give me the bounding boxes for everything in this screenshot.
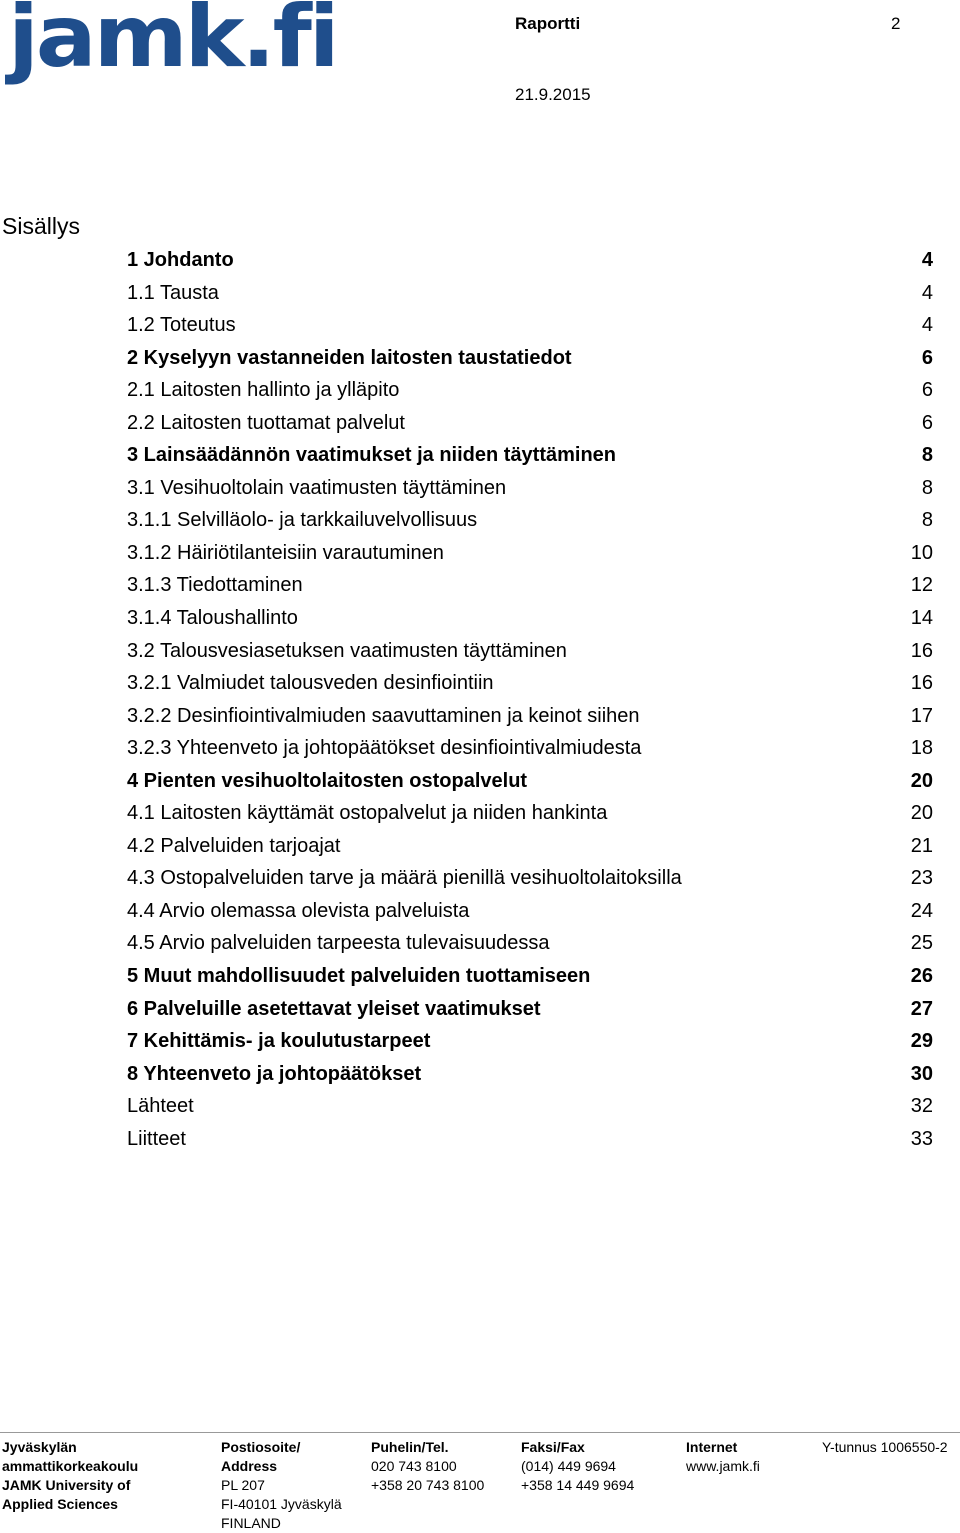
footer-address-label-en: Address <box>221 1458 278 1474</box>
toc-entry[interactable] <box>127 635 933 668</box>
toc-entry[interactable] <box>127 602 933 635</box>
table-of-contents <box>127 244 933 1155</box>
footer-address <box>221 1438 342 1533</box>
footer-website-link[interactable]: www.jamk.fi <box>686 1458 760 1474</box>
toc-entry-page: 20 <box>910 769 933 792</box>
toc-entry[interactable] <box>127 569 933 602</box>
toc-entry[interactable] <box>127 342 933 375</box>
toc-entry-label: 4.5 Arvio palveluiden tarpeesta tulevaisuudessa <box>127 932 550 955</box>
toc-entry-label: 3.1.2 Häiriötilanteisiin varautuminen <box>127 541 444 564</box>
toc-entry-label: Liitteet <box>127 1127 186 1150</box>
footer-phone-number: +358 20 743 8100 <box>371 1477 485 1493</box>
footer-org-line: Jyväskylän <box>2 1439 77 1455</box>
toc-entry[interactable] <box>127 244 933 277</box>
toc-entry-label: 6 Palveluille asetettavat yleiset vaatimukset <box>127 997 541 1020</box>
toc-entry[interactable] <box>127 862 933 895</box>
toc-entry[interactable] <box>127 927 933 960</box>
toc-entry-page: 4 <box>921 249 933 271</box>
footer-org <box>2 1438 138 1514</box>
toc-entry-label: 4.2 Palveluiden tarjoajat <box>127 834 341 857</box>
footer-fax-number: +358 14 449 9694 <box>521 1477 635 1493</box>
toc-entry-page: 12 <box>910 574 933 597</box>
toc-entry[interactable] <box>127 732 933 765</box>
footer-address-line: FI-40101 Jyväskylä <box>221 1496 342 1512</box>
toc-entry[interactable] <box>127 374 933 407</box>
footer-divider <box>0 1432 960 1433</box>
toc-entry[interactable] <box>127 993 933 1026</box>
toc-entry[interactable] <box>127 1025 933 1058</box>
footer-phone <box>371 1438 484 1495</box>
footer-fax-label: Faksi/Fax <box>521 1439 585 1455</box>
toc-entry-label: 2 Kyselyyn vastanneiden laitosten taustatiedot <box>127 346 572 369</box>
toc-entry[interactable] <box>127 1090 933 1123</box>
toc-entry[interactable] <box>127 439 933 472</box>
toc-entry-page: 32 <box>910 1095 933 1118</box>
toc-entry[interactable] <box>127 960 933 993</box>
jamk-logo: jamk.fi <box>8 0 337 87</box>
toc-heading: Sisällys <box>2 213 80 239</box>
footer-fax-number: (014) 449 9694 <box>521 1458 616 1474</box>
toc-entry[interactable] <box>127 309 933 342</box>
toc-entry-label: 1 Johdanto <box>127 249 234 271</box>
toc-entry-label: 3 Lainsäädännön vaatimukset ja niiden täyttäminen <box>127 444 617 467</box>
toc-entry-label: 8 Yhteenveto ja johtopäätökset <box>127 1062 422 1085</box>
footer-address-label: Postiosoite/ <box>221 1439 301 1455</box>
toc-entry[interactable] <box>127 797 933 830</box>
footer-internet-label: Internet <box>686 1439 738 1455</box>
toc-entry-page: 27 <box>910 997 933 1020</box>
toc-entry-page: 6 <box>921 346 933 369</box>
toc-entry-page: 8 <box>921 444 933 467</box>
toc-entry-label: 1.2 Toteutus <box>127 314 236 337</box>
toc-entry-page: 18 <box>910 737 933 760</box>
toc-entry-label: 4.1 Laitosten käyttämät ostopalvelut ja niiden hankinta <box>127 802 608 825</box>
toc-entry-label: 3.2 Talousvesiasetuksen vaatimusten täyttäminen <box>127 639 567 662</box>
footer-fax <box>521 1438 634 1495</box>
toc-entry[interactable] <box>127 765 933 798</box>
toc-entry-page: 25 <box>910 932 933 955</box>
toc-entry-page: 6 <box>921 411 933 434</box>
footer-business-id <box>822 1438 948 1457</box>
toc-entry-page: 10 <box>910 541 933 564</box>
footer-address-line: FINLAND <box>221 1515 281 1531</box>
footer-org-line: Applied Sciences <box>2 1496 118 1512</box>
toc-entry-label: 4.3 Ostopalveluiden tarve ja määrä pienillä vesihuoltolaitoksilla <box>127 867 682 890</box>
toc-entry[interactable] <box>127 472 933 505</box>
toc-entry[interactable] <box>127 830 933 863</box>
toc-entry[interactable] <box>127 277 933 310</box>
footer-internet <box>686 1438 760 1476</box>
toc-entry-label: 2.1 Laitosten hallinto ja ylläpito <box>127 379 400 402</box>
toc-entry-label: 2.2 Laitosten tuottamat palvelut <box>127 411 405 434</box>
footer-business-id-text: Y-tunnus 1006550-2 <box>822 1439 948 1455</box>
page-number: 2 <box>891 14 901 33</box>
toc-entry-label: Lähteet <box>127 1095 194 1118</box>
toc-entry-page: 30 <box>910 1062 933 1085</box>
toc-entry-label: 3.2.1 Valmiudet talousveden desinfiointiin <box>127 672 494 695</box>
toc-entry-page: 33 <box>910 1127 933 1150</box>
toc-entry-page: 8 <box>921 476 933 499</box>
footer-phone-number: 020 743 8100 <box>371 1458 457 1474</box>
toc-entry-label: 3.2.2 Desinfiointivalmiuden saavuttaminen ja keinot siihen <box>127 704 640 727</box>
toc-entry[interactable] <box>127 895 933 928</box>
toc-entry-label: 7 Kehittämis- ja koulutustarpeet <box>127 1030 431 1053</box>
toc-entry-page: 23 <box>910 867 933 890</box>
toc-entry-page: 8 <box>921 509 933 532</box>
toc-entry-label: 5 Muut mahdollisuudet palveluiden tuottamiseen <box>127 965 591 988</box>
toc-entry-label: 4 Pienten vesihuoltolaitosten ostopalvelut <box>127 769 528 792</box>
toc-entry[interactable] <box>127 1058 933 1091</box>
toc-entry[interactable] <box>127 537 933 570</box>
toc-entry-label: 3.1.1 Selvilläolo- ja tarkkailuvelvollisuus <box>127 509 478 532</box>
toc-entry-page: 20 <box>910 802 933 825</box>
footer-org-line: JAMK University of <box>2 1477 131 1493</box>
toc-entry-label: 3.1.4 Taloushallinto <box>127 607 298 630</box>
footer-address-line: PL 207 <box>221 1477 265 1493</box>
toc-entry[interactable] <box>127 667 933 700</box>
toc-entry-label: 4.4 Arvio olemassa olevista palveluista <box>127 899 470 922</box>
toc-entry-label: 3.1.3 Tiedottaminen <box>127 574 303 597</box>
toc-entry[interactable] <box>127 407 933 440</box>
toc-entry-page: 4 <box>921 314 933 337</box>
toc-entry-label: 3.2.3 Yhteenveto ja johtopäätökset desinfiointivalmiudesta <box>127 737 642 760</box>
toc-entry-label: 1.1 Tausta <box>127 281 219 304</box>
toc-entry-page: 4 <box>921 281 933 304</box>
report-date: 21.9.2015 <box>515 85 591 104</box>
footer-phone-label: Puhelin/Tel. <box>371 1439 449 1455</box>
toc-entry-page: 14 <box>910 607 933 630</box>
toc-entry-page: 24 <box>910 899 933 922</box>
toc-entry-page: 21 <box>910 834 933 857</box>
footer-org-line: ammattikorkeakoulu <box>2 1458 139 1474</box>
toc-entry-page: 16 <box>910 672 933 695</box>
toc-entry-label: 3.1 Vesihuoltolain vaatimusten täyttäminen <box>127 476 507 499</box>
toc-entry-page: 29 <box>910 1030 933 1053</box>
toc-entry-page: 16 <box>910 639 933 662</box>
toc-entry[interactable] <box>127 700 933 733</box>
toc-entry-page: 6 <box>921 379 933 402</box>
toc-entry[interactable] <box>127 1123 933 1156</box>
toc-entry-page: 17 <box>910 704 933 727</box>
toc-entry-page: 26 <box>910 965 933 988</box>
report-title: Raportti <box>515 14 581 33</box>
toc-entry[interactable] <box>127 504 933 537</box>
